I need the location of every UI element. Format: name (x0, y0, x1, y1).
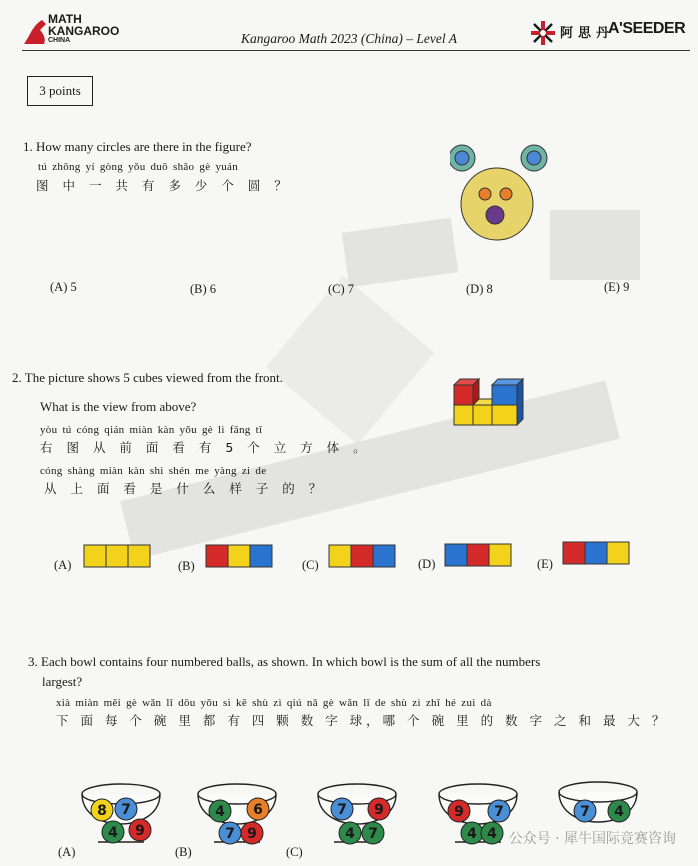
page-title: Kangaroo Math 2023 (China) – Level A (241, 31, 457, 46)
q2-option-b[interactable]: (B) (178, 559, 195, 573)
q3-option-b[interactable]: (B) (175, 845, 192, 859)
q2-option-c[interactable]: (C) (302, 558, 319, 572)
q3-bowl-b (192, 776, 282, 856)
bowl-b-ball-1: 4 (215, 804, 225, 820)
q2-option-c-strip[interactable] (328, 544, 396, 568)
bowl-a-ball-4: 9 (135, 823, 145, 839)
q3-option-a[interactable]: (A) (58, 845, 76, 859)
bowl-e-ball-1: 7 (580, 804, 590, 820)
bowl-a-ball-2: 7 (121, 802, 131, 818)
q2-pinyin2: cóng shàng miàn kàn shì shén me yàng zi de (40, 465, 267, 477)
q2-chinese2: 从 上 面 看 是 什 么 样 子 的 ？ (44, 481, 327, 496)
q2-option-e[interactable]: (E) (537, 557, 553, 571)
aseeder-logo (530, 18, 690, 46)
bowl-a-ball-3: 4 (108, 825, 118, 841)
q1-text: 1. How many circles are there in the figure? (23, 139, 252, 154)
bowl-d-ball-2: 7 (494, 804, 504, 820)
q1-option-c[interactable]: (C) 7 (328, 282, 355, 296)
q3-chinese: 下 面 每 个 碗 里 都 有 四 颗 数 字 球，哪 个 碗 里 的 数 字 之 和 最 大 ？ (56, 713, 669, 728)
q3-bowl-a (76, 776, 166, 856)
bowl-d-ball-4: 4 (487, 826, 497, 842)
q2-pinyin1: yòu tú cóng qián miàn kàn yǒu gè lì fāng tǐ (40, 424, 263, 436)
header-rule (22, 50, 690, 51)
q1-chinese: 图 中 一 共 有 多 少 个 圆 ？ (36, 178, 292, 193)
bowl-d-ball-3: 4 (467, 826, 477, 842)
q1-circles-figure (450, 138, 550, 243)
bowl-b-ball-3: 7 (225, 826, 235, 842)
logo-line1: MATH (48, 12, 82, 26)
brand-chinese: 阿思丹 (560, 26, 615, 41)
q3-pinyin: xià miàn měi gè wǎn lǐ dōu yǒu sì kē shù zì qiú nǎ gè wǎn lǐ de shù zì zhī hé zuì dà (56, 697, 492, 709)
bowl-c-ball-1: 7 (337, 802, 347, 818)
q1-option-a[interactable]: (A) 5 (50, 280, 77, 294)
q2-option-d-strip[interactable] (444, 543, 512, 567)
logo-line3: CHINA (48, 37, 71, 44)
q3-text: 3. Each bowl contains four numbered balls, as shown. In which bowl is the sum of all the numbers (28, 654, 541, 669)
logo-line2: KANGAROO (48, 24, 120, 38)
q2-option-a[interactable]: (A) (54, 558, 72, 572)
brand-english: A'SEEDER (608, 20, 686, 37)
points-section-label: 3 points (27, 76, 93, 106)
q2-chinese1: 右 图 从 前 面 看 有 5 个 立 方 体 。 (40, 440, 371, 455)
q2-option-e-strip[interactable] (562, 541, 630, 565)
q1-pinyin: tú zhōng yí gòng yǒu duō shǎo gè yuán (38, 161, 239, 173)
bowl-b-ball-4: 9 (247, 826, 257, 842)
bowl-d-ball-1: 9 (454, 804, 464, 820)
q3-text2: largest? (42, 674, 83, 689)
bowl-c-ball-4: 7 (368, 826, 378, 842)
bowl-b-ball-2: 6 (253, 802, 263, 818)
bowl-c-ball-3: 4 (345, 826, 355, 842)
aseeder-star-icon (530, 20, 556, 46)
bowl-a-ball-1: 8 (97, 803, 107, 819)
q2-subtext: What is the view from above? (40, 399, 197, 414)
bowl-e-ball-2: 4 (614, 804, 624, 820)
q1-option-e[interactable]: (E) 9 (604, 280, 630, 294)
q2-option-a-strip[interactable] (83, 544, 151, 568)
q1-option-d[interactable]: (D) 8 (466, 282, 493, 296)
q1-option-b[interactable]: (B) 6 (190, 282, 217, 296)
q2-text: 2. The picture shows 5 cubes viewed from the front. (12, 370, 283, 385)
bowl-c-ball-2: 9 (374, 802, 384, 818)
q2-option-b-strip[interactable] (205, 544, 273, 568)
q2-option-d[interactable]: (D) (418, 557, 436, 571)
watermark: 公众号 · 犀牛国际竞赛咨询 (508, 831, 676, 847)
q2-cubes-front-view (452, 377, 530, 431)
q3-option-c[interactable]: (C) (286, 845, 303, 859)
q3-bowl-c (312, 776, 402, 856)
